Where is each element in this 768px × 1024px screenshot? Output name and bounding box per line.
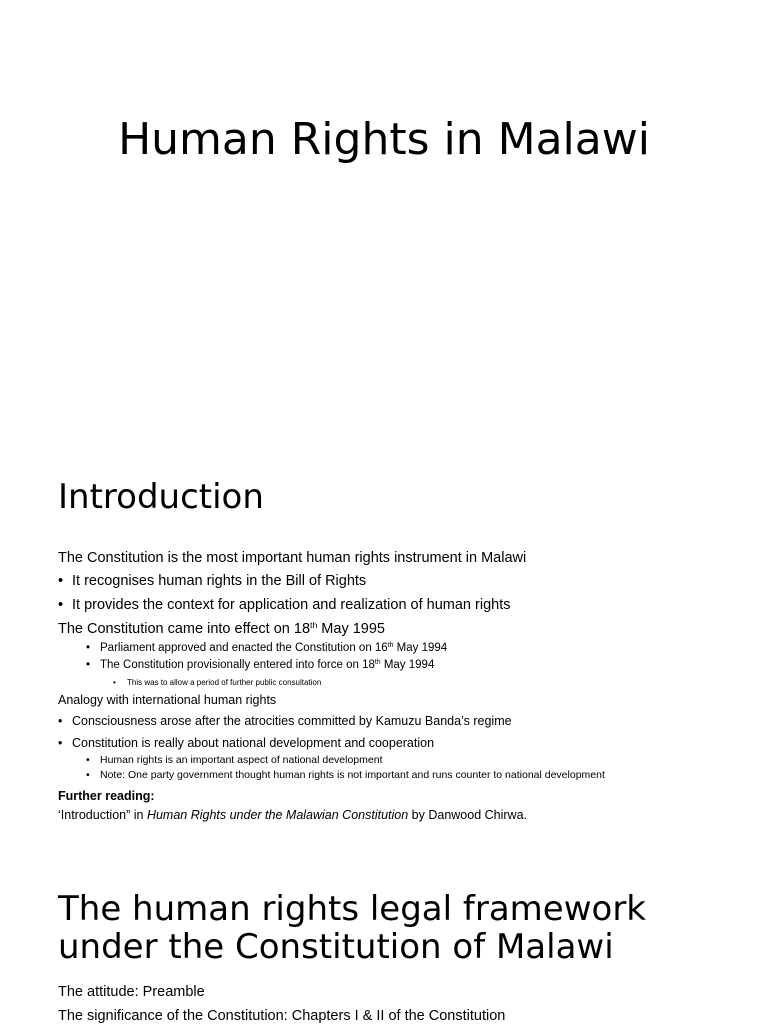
list-item: • Human rights is an important aspect of national development bbox=[86, 754, 383, 766]
list-item: • It provides the context for application and realization of human rights bbox=[58, 597, 511, 613]
intro-line: The Constitution is the most important human rights instrument in Malawi bbox=[58, 550, 527, 566]
bullet-icon: • bbox=[58, 736, 63, 750]
title-slide bbox=[0, 0, 768, 460]
bullet-icon: • bbox=[58, 714, 63, 728]
framework-line: The attitude: Preamble bbox=[58, 984, 205, 1000]
bullet-icon: • bbox=[113, 678, 116, 687]
introduction-heading: Introduction bbox=[58, 477, 264, 517]
further-reading-label: Further reading: bbox=[58, 789, 155, 803]
list-item: • Consciousness arose after the atrocities committed by Kamuzu Banda’s regime bbox=[58, 714, 512, 728]
list-item: • Constitution is really about national development and cooperation bbox=[58, 736, 435, 750]
list-item: • This was to allow a period of further public consultation bbox=[113, 678, 322, 687]
bullet-icon: • bbox=[86, 659, 91, 671]
list-item: • Parliament approved and enacted the Constitution on 16th May 1994 bbox=[86, 641, 448, 654]
further-reading-citation: ‘Introduction” in Human Rights under the Malawian Constitution by Danwood Chirwa. bbox=[58, 808, 527, 822]
list-item: • The Constitution provisionally entered into force on 18th May 1994 bbox=[86, 658, 435, 671]
bullet-icon: • bbox=[86, 642, 91, 654]
framework-line: The significance of the Constitution: Chapters I & II of the Constitution bbox=[58, 1008, 506, 1024]
slide-title: Human Rights in Malawi bbox=[118, 114, 650, 165]
bullet-icon: • bbox=[86, 769, 90, 781]
bullet-icon: • bbox=[58, 573, 64, 589]
framework-heading: The human rights legal framework under the Constitution of Malawi bbox=[58, 889, 646, 967]
analogy-line: Analogy with international human rights bbox=[58, 693, 277, 707]
bullet-icon: • bbox=[58, 597, 64, 613]
list-item: • It recognises human rights in the Bill of Rights bbox=[58, 573, 367, 589]
bullet-icon: • bbox=[86, 754, 90, 766]
list-item: • Note: One party government thought human rights is not important and runs counter to national development bbox=[86, 769, 605, 781]
effect-date-line: The Constitution came into effect on 18th May 1995 bbox=[58, 619, 385, 637]
